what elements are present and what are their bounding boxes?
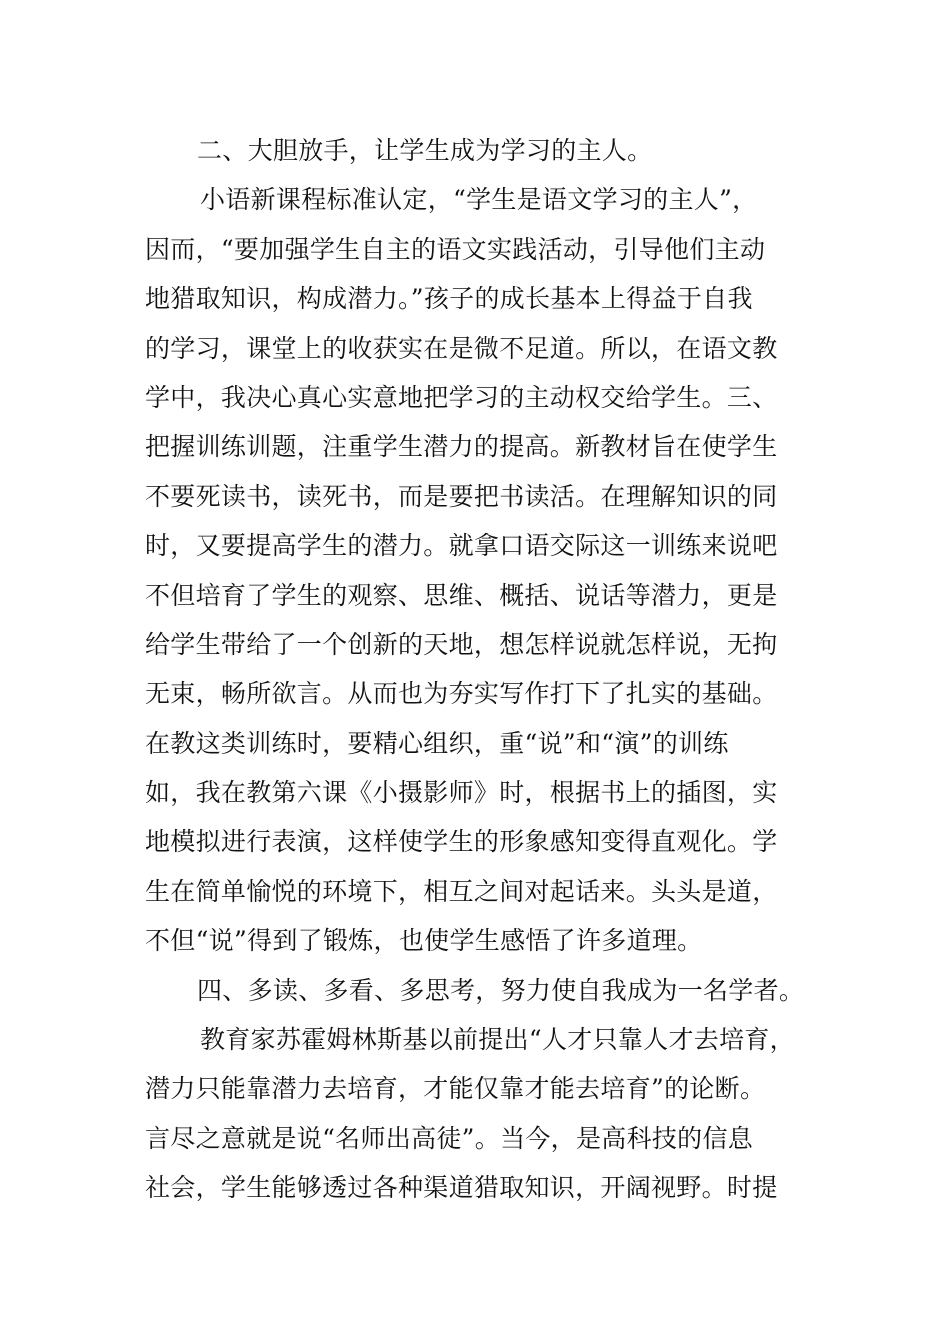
paragraph-line: 的学习，课堂上的收获实在是微不足道。所以，在语文教 [145, 333, 778, 363]
paragraph-line: 教育家苏霍姆林斯基以前提出“人才只靠人才去培育， [200, 1025, 795, 1055]
paragraph-line: 不但“说”得到了锻炼，也使学生感悟了许多道理。 [145, 926, 703, 956]
paragraph-line: 如，我在教第六课《小摄影师》时，根据书上的插图，实 [145, 778, 778, 808]
paragraph-line: 在教这类训练时，要精心组织，重“说”和“演”的训练 [145, 728, 729, 758]
paragraph-line: 小语新课程标准认定，“学生是语文学习的主人”， [200, 185, 758, 215]
paragraph-line: 给学生带给了一个创新的天地，想怎样说就怎样说，无拘 [145, 629, 778, 659]
paragraph-line: 地模拟进行表演，这样使学生的形象感知变得直观化。学 [145, 827, 778, 857]
paragraph-line: 不要死读书，读死书，而是要把书读活。在理解知识的同 [145, 481, 778, 511]
paragraph-line: 言尽之意就是说“名师出高徒”。当今，是高科技的信息 [145, 1123, 754, 1153]
paragraph-line: 地猎取知识，构成潜力。”孩子的成长基本上得益于自我 [145, 284, 753, 314]
paragraph-line: 无束，畅所欲言。从而也为夯实写作打下了扎实的基础。 [145, 679, 778, 709]
paragraph-line: 因而，“要加强学生自主的语文实践活动，引导他们主动 [145, 234, 766, 264]
paragraph-line: 学中，我决心真心实意地把学习的主动权交给学生。三、 [145, 382, 778, 412]
paragraph-line: 时，又要提高学生的潜力。就拿口语交际这一训练来说吧 [145, 531, 778, 561]
paragraph-line: 潜力只能靠潜力去培育，才能仅靠才能去培育”的论断。 [145, 1074, 766, 1104]
section-heading-4: 四、多读、多看、多思考，努力使自我成为一名学者。 [197, 975, 805, 1005]
document-body [145, 126, 815, 1213]
paragraph-line: 不但培育了学生的观察、思维、概括、说话等潜力，更是 [145, 580, 778, 610]
paragraph-line: 社会，学生能够透过各种渠道猎取知识，开阔视野。时提 [145, 1173, 778, 1203]
paragraph-line: 生在简单愉悦的环境下，相互之间对起话来。头头是道， [145, 876, 778, 906]
paragraph-line: 把握训练训题，注重学生潜力的提高。新教材旨在使学生 [145, 432, 778, 462]
section-heading-2: 二、大胆放手，让学生成为学习的主人。 [197, 136, 653, 165]
